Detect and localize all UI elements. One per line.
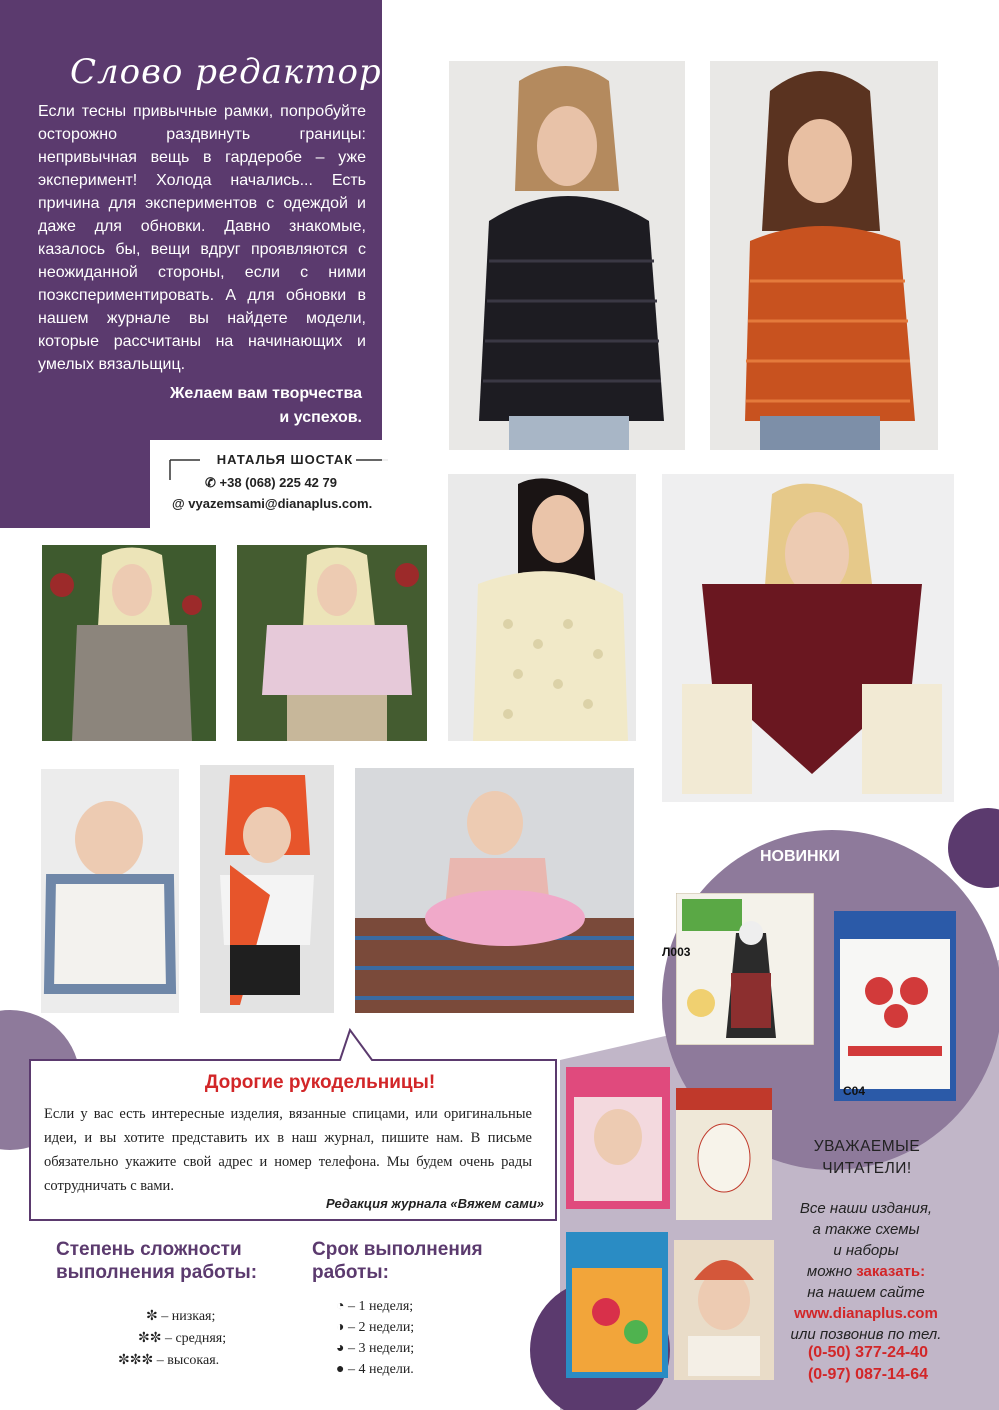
order-phones (770, 1342, 966, 1386)
magazine-vyshyvanka[interactable] (676, 1088, 772, 1220)
difficulty-high: ✼✼✼ – высокая. (118, 1353, 220, 1368)
term-1-week: ◔ – 1 неделя; (336, 1299, 414, 1314)
snowflake-icon: ✼ (146, 1309, 162, 1324)
contact-name: НАТАЛЬЯ ШОСТАК (216, 452, 354, 467)
contact-phone: ✆ +38 (068) 225 42 79 (205, 475, 337, 490)
clock-quarter-1-icon: ◔ (336, 1299, 348, 1314)
product-doll-kit[interactable] (676, 893, 814, 1045)
product-code-c04: С04 (843, 1084, 866, 1098)
product-embroidery-kit[interactable] (834, 911, 956, 1101)
photo-black-sweater (449, 61, 685, 450)
clock-full-icon: ● (336, 1362, 348, 1377)
novinki-title: НОВИНКИ (760, 848, 840, 865)
term-title: Срок выполнения работы: (312, 1239, 483, 1283)
photo-girl-tutu (355, 768, 634, 1013)
photo-burgundy-shawl (662, 474, 954, 802)
difficulty-title: Степень сложности выполнения работы: (56, 1239, 258, 1283)
phone-icon: ✆ (205, 475, 220, 490)
readers-text: Все наши издания, а также схемы и наборы можно заказать: на нашем сайте www.dianaplus.com или позвонив по тел. (768, 1198, 964, 1345)
photo-pink-sweater (237, 545, 427, 741)
notice-text: Если у вас есть интересные изделия, вязанные спицами, или оригинальные идеи, и вы хотите представить их в наш журнал, пишите нам. В письме обязательно укажите свой адрес и номер телефона. Мы будем очень рады сотрудничать с вами. (44, 1106, 532, 1194)
clock-quarter-2-icon: ◑ (336, 1320, 348, 1335)
snowflake-icon: ✼✼ (138, 1331, 165, 1346)
photo-baby-jacket (41, 769, 179, 1013)
order-phone-1[interactable]: (0-50) 377-24-40 (807, 1344, 929, 1361)
magazine-diana[interactable] (566, 1067, 670, 1209)
product-code-l003: Л003 (662, 945, 691, 959)
difficulty-medium: ✼✼ – средняя; (138, 1331, 227, 1346)
magazine-uzory[interactable] (566, 1232, 668, 1378)
photo-grey-vest (42, 545, 216, 741)
photo-orange-sweater (710, 61, 938, 450)
term-2-weeks: ◑ – 2 недели; (336, 1320, 415, 1335)
readers-title: УВАЖАЕМЫЕ ЧИТАТЕЛИ! (813, 1138, 921, 1177)
contact-email[interactable]: @ vyazemsami@dianaplus.com. (172, 496, 373, 511)
clock-quarter-3-icon: ◕ (336, 1341, 348, 1356)
notice-title: Дорогие рукодельницы! (204, 1072, 436, 1093)
at-icon: @ (172, 496, 189, 511)
wish-line-2: и успехов. (279, 409, 362, 426)
difficulty-low: ✼ – низкая; (146, 1309, 216, 1324)
order-phone-2[interactable]: (0-97) 087-14-64 (807, 1366, 929, 1383)
editor-text: Если тесны привычные рамки, попробуйте осторожно раздвинуть границы: непривычная вещь в гардеробе – уже эксперимент! Холода начались... Есть причина для экспериментов с одеждой и даже для обновки. Давно знакомые, казалось бы, вещи вдруг проявляются с неожиданной стороны, если с ними поэкспериментировать. А для обновки в нашем журнале вы найдете модели, которые рассчитаны на начинающих и умелых вязальщиц. (38, 103, 366, 373)
term-3-weeks: ◕ – 3 недели; (336, 1341, 415, 1356)
snowflake-icon: ✼✼✼ (118, 1353, 157, 1368)
magazine-vyshyvka[interactable] (674, 1240, 774, 1380)
notice-signature: Редакция журнала «Вяжем сами» (326, 1196, 544, 1211)
photo-cream-lace-top (448, 474, 636, 741)
editor-title: Слово редактора (70, 52, 403, 92)
term-4-weeks: ● – 4 недели. (336, 1362, 414, 1377)
editor-wish (120, 382, 362, 430)
website-link[interactable]: www.dianaplus.com (794, 1305, 938, 1322)
purple-disc-right (948, 808, 999, 888)
photo-kids-hat-scarf (200, 765, 334, 1013)
wish-line-1: Желаем вам творчества (169, 385, 362, 402)
